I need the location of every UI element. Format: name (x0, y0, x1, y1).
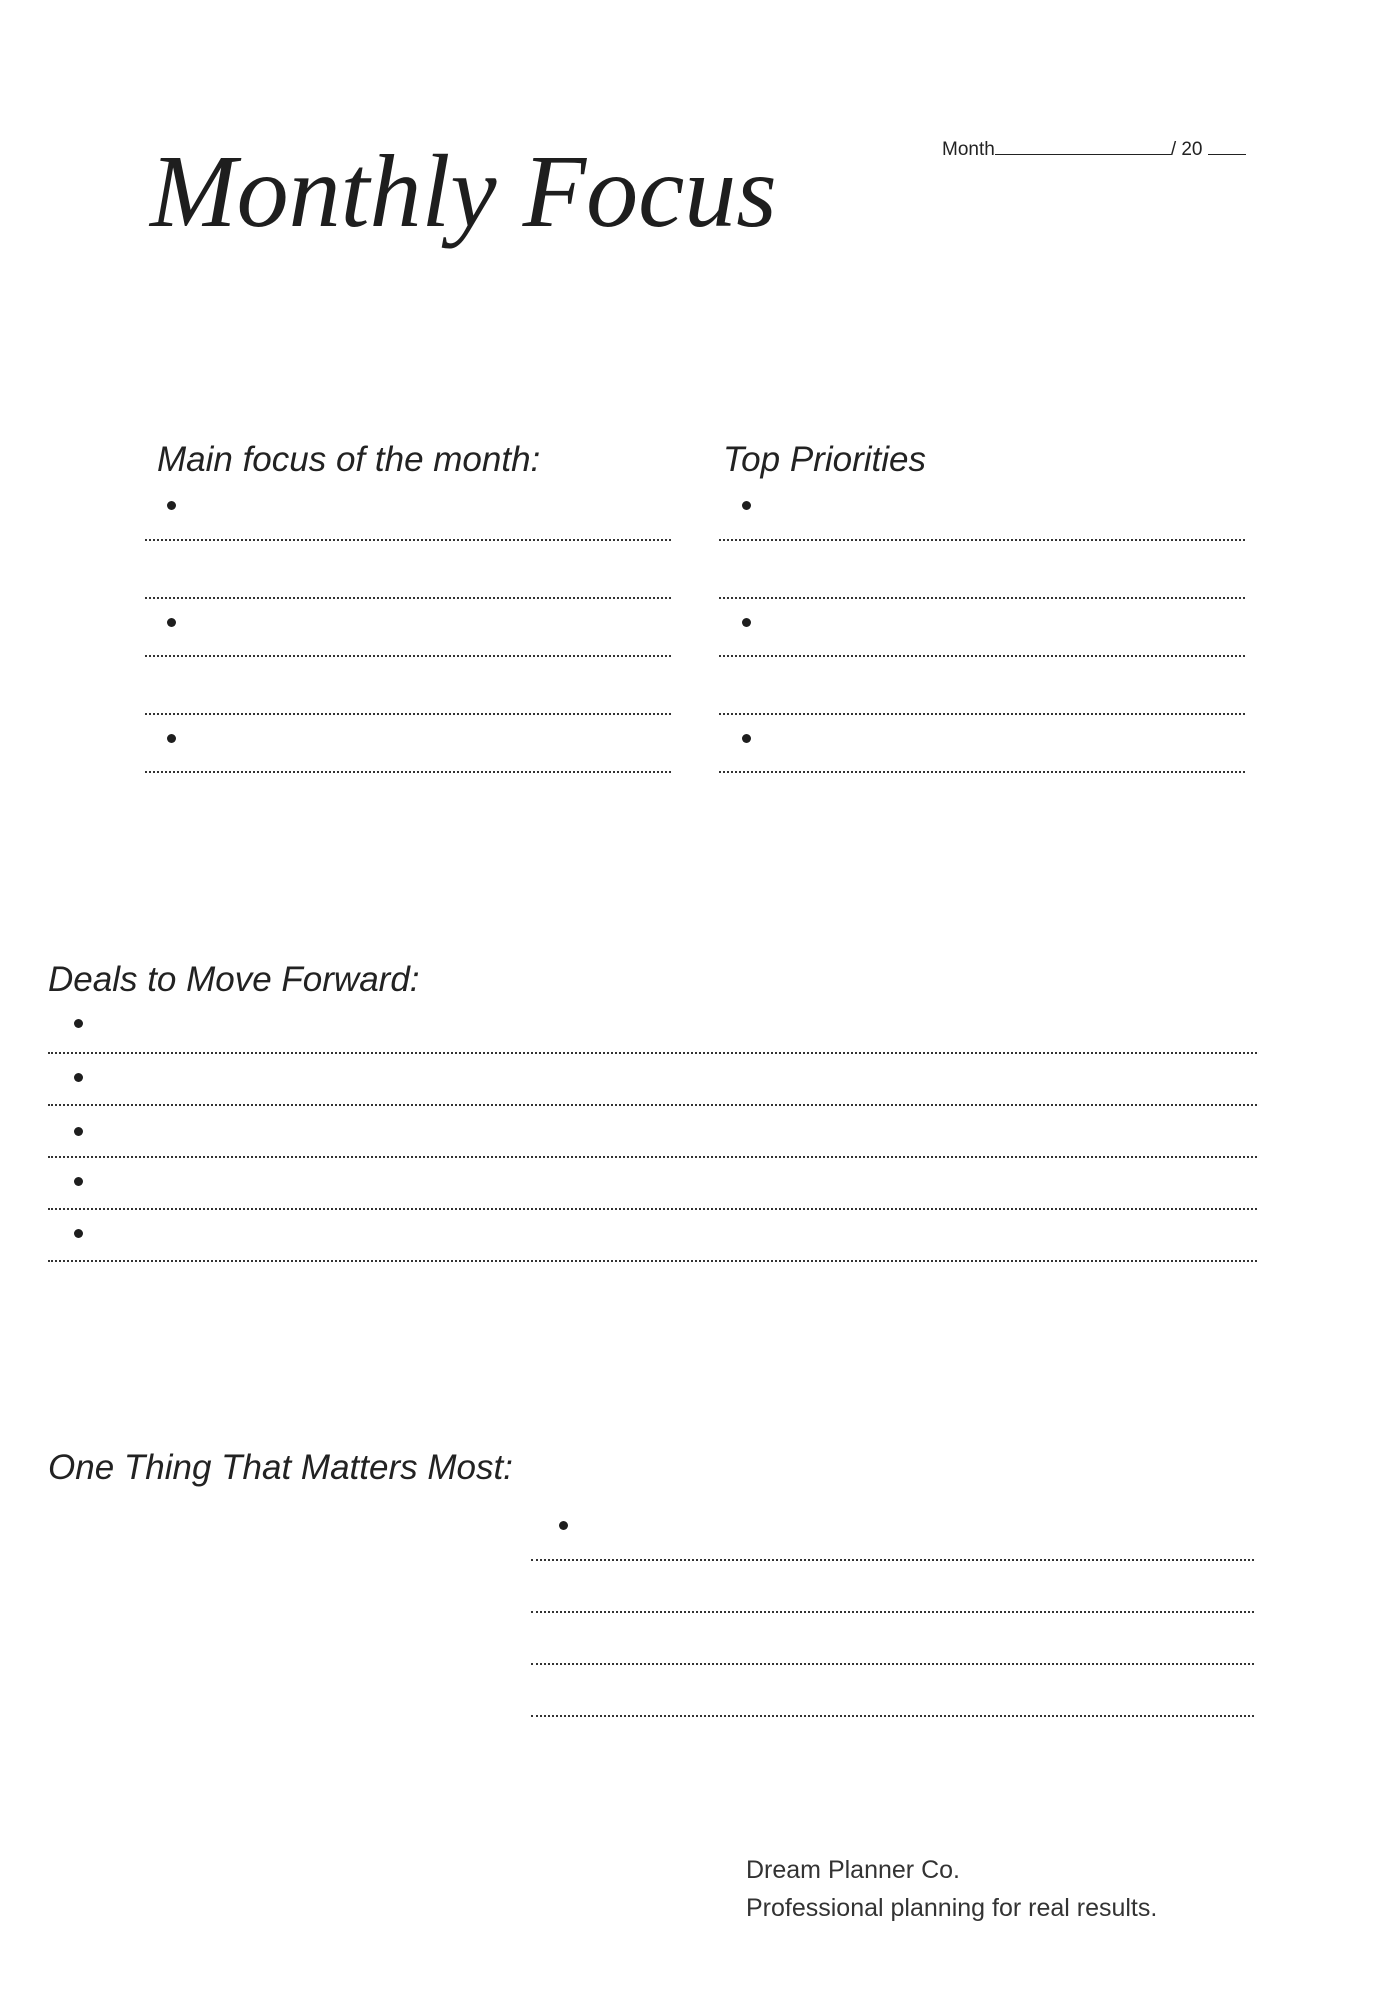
footer-tagline: Professional planning for real results. (746, 1894, 1158, 1922)
top-priorities-writing-line[interactable] (719, 539, 1245, 541)
deals-writing-line[interactable] (48, 1052, 1257, 1054)
main-focus-heading: Main focus of the month: (157, 440, 541, 479)
year-blank[interactable] (1208, 140, 1246, 155)
deals-writing-line[interactable] (48, 1104, 1257, 1106)
main-focus-bullet-icon (167, 501, 176, 510)
deals-bullet-icon (74, 1127, 83, 1136)
footer-company: Dream Planner Co. (746, 1856, 960, 1884)
deals-writing-line[interactable] (48, 1156, 1257, 1158)
main-focus-bullet-icon (167, 618, 176, 627)
main-focus-bullet-icon (167, 734, 176, 743)
one-thing-writing-line[interactable] (531, 1663, 1254, 1665)
deals-heading: Deals to Move Forward: (48, 960, 420, 999)
main-focus-writing-line[interactable] (145, 539, 671, 541)
top-priorities-writing-line[interactable] (719, 771, 1245, 773)
one-thing-writing-line[interactable] (531, 1611, 1254, 1613)
main-focus-writing-line[interactable] (145, 655, 671, 657)
deals-writing-line[interactable] (48, 1208, 1257, 1210)
top-priorities-bullet-icon (742, 618, 751, 627)
page-title: Monthly Focus (150, 134, 777, 249)
main-focus-writing-line[interactable] (145, 771, 671, 773)
one-thing-writing-line[interactable] (531, 1559, 1254, 1561)
top-priorities-bullet-icon (742, 734, 751, 743)
top-priorities-bullet-icon (742, 501, 751, 510)
top-priorities-writing-line[interactable] (719, 597, 1245, 599)
month-blank[interactable] (995, 140, 1171, 155)
deals-bullet-icon (74, 1177, 83, 1186)
deals-bullet-icon (74, 1073, 83, 1082)
deals-bullet-icon (74, 1019, 83, 1028)
year-prefix: / 20 (1170, 139, 1203, 160)
main-focus-writing-line[interactable] (145, 713, 671, 715)
top-priorities-writing-line[interactable] (719, 655, 1245, 657)
top-priorities-writing-line[interactable] (719, 713, 1245, 715)
deals-bullet-icon (74, 1229, 83, 1238)
one-thing-bullet-icon (559, 1521, 568, 1530)
one-thing-writing-line[interactable] (531, 1715, 1254, 1717)
month-year-field[interactable] (942, 139, 1246, 161)
one-thing-heading: One Thing That Matters Most: (48, 1448, 513, 1487)
deals-writing-line[interactable] (48, 1260, 1257, 1262)
month-label: Month (942, 139, 995, 160)
top-priorities-heading: Top Priorities (723, 440, 926, 479)
main-focus-writing-line[interactable] (145, 597, 671, 599)
